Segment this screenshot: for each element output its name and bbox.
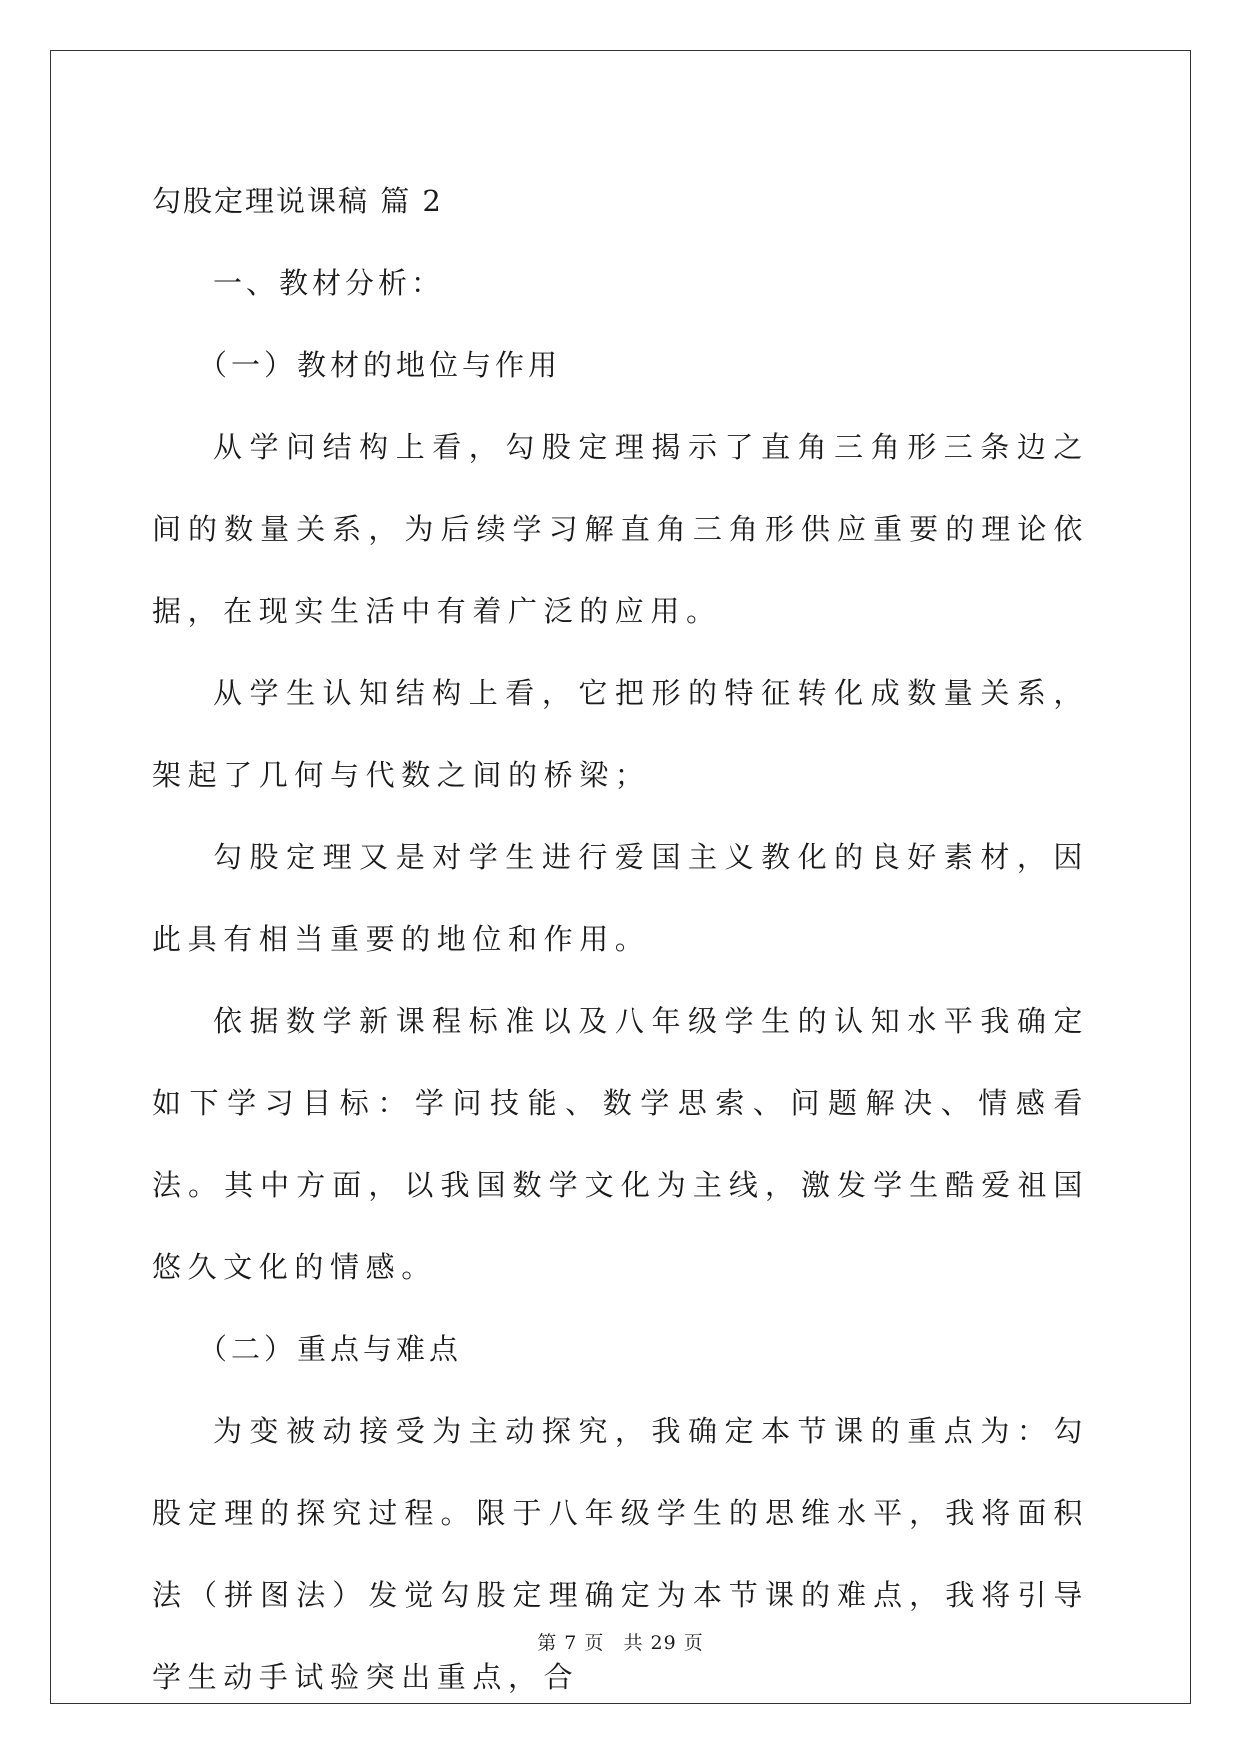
paragraph-4: 依据数学新课程标准以及八年级学生的认知水平我确定如下学习目标：学问技能、数学思索、问题解决、情感看法。其中方面，以我国数学文化为主线，激发学生酷爱祖国悠久文化的情感。 [152, 1004, 1089, 1284]
subsection-heading-2: （二）重点与难点 [198, 1332, 463, 1366]
paragraph-3: 勾股定理又是对学生进行爱国主义教化的良好素材，因此具有相当重要的地位和作用。 [152, 840, 1089, 956]
paragraph-2: 从学生认知结构上看，它把形的特征转化成数量关系，架起了几何与代数之间的桥梁； [152, 676, 1089, 792]
paragraph-1: 从学问结构上看，勾股定理揭示了直角三角形三条边之间的数量关系，为后续学习解直角三角形供应重要的理论依据，在现实生活中有着广泛的应用。 [152, 430, 1089, 628]
document-title: 勾股定理说课稿 篇 2 [152, 184, 443, 218]
subsection-heading-1: （一）教材的地位与作用 [198, 348, 562, 382]
page-footer [0, 1628, 1241, 1655]
document-body [152, 160, 1089, 1718]
section-heading-1: 一、教材分析： [213, 266, 445, 300]
page-total: 共 29 页 [623, 1632, 704, 1654]
page-number: 第 7 页 [537, 1632, 605, 1654]
paragraph-5: 为变被动接受为主动探究，我确定本节课的重点为：勾股定理的探究过程。限于八年级学生的思维水平，我将面积法（拼图法）发觉勾股定理确定为本节课的难点，我将引导学生动手试验突出重点，合 [152, 1414, 1089, 1694]
